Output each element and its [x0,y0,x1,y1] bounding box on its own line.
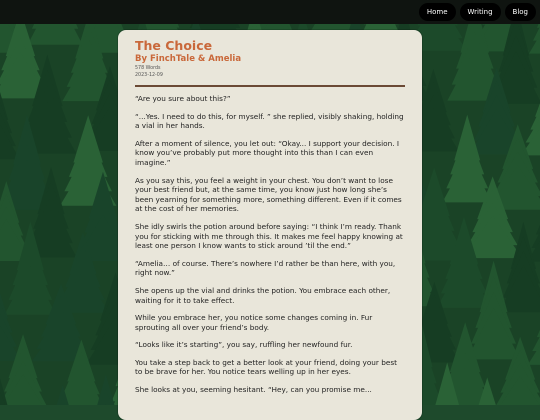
story-paragraph: “...Yes. I need to do this, for myself. ” she replied, visibly shaking, holding a vial in her hands. [135,112,405,131]
title-divider [135,85,405,87]
top-navigation-bar [0,0,540,24]
story-paragraph: After a moment of silence, you let out: “Okay... I support your decision. I know you’ve probably put more thought into this than I can even imagine.” [135,139,405,168]
story-paragraph: As you say this, you feel a weight in your chest. You don’t want to lose your best friend but, at the same time, you know just how long she’s been yearning for something more, something different. Even if it comes at the cost of her memories. [135,176,405,214]
story-paragraph: You take a step back to get a better look at your friend, doing your best to be brave for her. You notice tears welling up in her eyes. [135,358,405,377]
story-word-count: 578 Words [135,66,405,72]
story-paragraph: While you embrace her, you notice some changes coming in. Fur sprouting all over your friend’s body. [135,313,405,332]
story-paragraph: She opens up the vial and drinks the potion. You embrace each other, waiting for it to take effect. [135,286,405,305]
story-paragraph: “Looks like it’s starting”, you say, ruffling her newfound fur. [135,340,405,350]
story-paragraph: “Are you sure about this?” [135,94,405,104]
nav-home-link[interactable]: Home [419,3,456,21]
story-card [118,30,422,420]
story-byline: By FinchTale & Amelia [135,54,405,65]
story-paragraph: “Amelia… of course. There’s nowhere I’d rather be than here, with you, right now.” [135,259,405,278]
story-body [135,94,405,395]
nav-writing-link[interactable]: Writing [460,3,501,21]
story-paragraph: She looks at you, seeming hesitant. “Hey, can you promise me... [135,385,405,395]
nav-blog-link[interactable]: Blog [505,3,536,21]
nav-links [419,3,536,21]
story-paragraph: She idly swirls the potion around before saying: “I think I’m ready. Thank you for sticking with me through this. It makes me feel happy knowing at least one person I know wants to stick around ’til the end.” [135,222,405,251]
story-title: The Choice [135,39,405,53]
story-date: 2023-12-09 [135,73,405,79]
